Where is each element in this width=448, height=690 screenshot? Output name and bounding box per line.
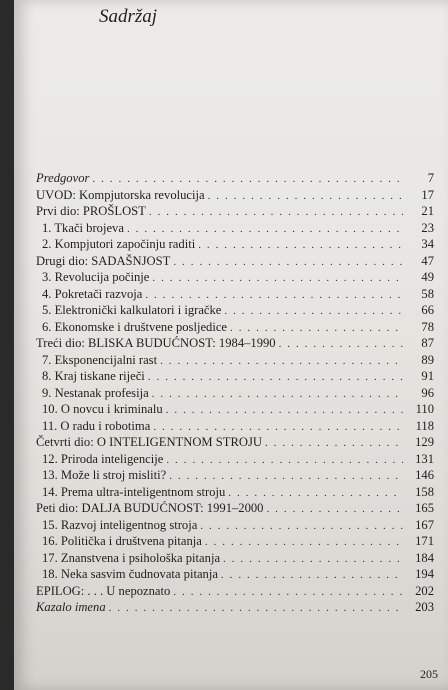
toc-entry-page: 165	[415, 501, 434, 515]
toc-entry-label: EPILOG: . . . U nepoznato	[36, 583, 171, 598]
toc-entry-label: 1. Tkači brojeva	[42, 220, 124, 235]
toc-entry	[36, 566, 434, 583]
toc-entry-page: 34	[421, 237, 434, 251]
toc-entry-page: 17	[421, 187, 434, 202]
toc-entry-page: 194	[415, 567, 434, 581]
page-number: 205	[420, 667, 438, 681]
toc-entry-label: Treći dio: BLISKA BUDUĆNOST: 1984–1990	[36, 336, 276, 350]
dot-leader	[230, 320, 403, 337]
toc-entry	[36, 187, 434, 204]
toc-entry-label: 14. Prema ultra-inteligentnom stroju	[42, 484, 226, 499]
toc-entry-label: Četvrti dio: O INTELIGENTNOM STROJU	[36, 435, 262, 449]
toc-entry-label: 11. O radu i robotima	[42, 418, 151, 433]
toc-entry-page: 110	[415, 402, 434, 416]
toc-entry-page: 96	[421, 385, 434, 400]
toc-entry	[36, 467, 434, 484]
toc-entry	[36, 269, 434, 286]
toc-entry-page: 21	[421, 204, 434, 218]
toc-entry-page: 58	[421, 286, 434, 301]
dot-leader	[279, 336, 403, 353]
toc-entry-label: 3. Revolucija počinje	[42, 270, 150, 284]
toc-entry	[36, 385, 434, 402]
dot-leader	[109, 600, 403, 617]
toc-entry-label: 4. Pokretači razvoja	[42, 286, 143, 301]
toc-entry-label: Predgovor	[36, 171, 90, 185]
toc-entry	[36, 203, 434, 220]
toc-entry-page: 118	[415, 418, 434, 433]
toc-entry	[36, 253, 434, 270]
toc-entry-page: 129	[415, 435, 434, 449]
toc-entry-label: 17. Znanstvena i psihološka pitanja	[42, 550, 221, 565]
dot-leader	[265, 435, 403, 452]
toc-entry	[36, 319, 434, 336]
toc-entry-page: 167	[415, 517, 434, 532]
toc-entry-label: 8. Kraj tiskane riječi	[42, 369, 145, 383]
dot-leader	[153, 419, 403, 436]
toc-entry	[36, 352, 434, 369]
toc-entry-label: Prvi dio: PROŠLOST	[36, 204, 146, 218]
toc-entry	[36, 220, 434, 237]
toc-entry	[36, 484, 434, 501]
toc-entry-page: 47	[421, 253, 434, 268]
toc-entry-page: 146	[415, 468, 434, 482]
toc-entry	[36, 236, 434, 253]
toc-entry	[36, 451, 434, 468]
toc-entry	[36, 286, 434, 303]
toc-entry-label: 16. Politička i društvena pitanja	[42, 534, 202, 548]
toc-entry-page: 171	[415, 534, 434, 548]
toc-entry	[36, 170, 434, 187]
dot-leader	[198, 237, 403, 254]
toc-entry	[36, 533, 434, 550]
dot-leader	[173, 254, 403, 271]
toc-entry	[36, 418, 434, 435]
toc-entry	[36, 434, 434, 451]
toc-entry-label: 6. Ekonomske i društvene posljedice	[42, 319, 228, 334]
dot-leader	[145, 287, 403, 304]
toc-entry-label: 15. Razvoj inteligentnog stroja	[42, 517, 198, 532]
toc-entry-label: 5. Elektronički kalkulatori i igračke	[42, 303, 222, 317]
dot-leader	[169, 468, 403, 485]
toc-entry-page: 184	[415, 550, 434, 565]
toc-entry-label: 9. Nestanak profesija	[42, 385, 149, 400]
dot-leader	[152, 386, 403, 403]
dot-leader	[166, 452, 403, 469]
toc-entry-page: 91	[421, 369, 434, 383]
toc-entry	[36, 368, 434, 385]
toc-entry	[36, 583, 434, 600]
dot-leader	[92, 171, 403, 188]
dot-leader	[266, 501, 403, 518]
toc-entry-page: 89	[421, 352, 434, 367]
dot-leader	[166, 402, 403, 419]
dot-leader	[228, 485, 403, 502]
dot-leader	[224, 303, 403, 320]
toc-entry-page: 66	[421, 303, 434, 317]
toc-entry-page: 131	[415, 451, 434, 466]
toc-entry-label: Kazalo imena	[36, 600, 106, 614]
toc-entry-page: 158	[415, 484, 434, 499]
toc-entry-page: 23	[421, 220, 434, 235]
dot-leader	[149, 204, 403, 221]
toc-entry	[36, 517, 434, 534]
toc-entry	[36, 550, 434, 567]
toc-entry-label: Drugi dio: SADAŠNJOST	[36, 253, 171, 268]
book-page	[14, 0, 448, 690]
dot-leader	[200, 518, 403, 535]
toc-entry-page: 87	[421, 336, 434, 350]
dot-leader	[221, 567, 403, 584]
dot-leader	[173, 584, 403, 601]
dot-leader	[208, 188, 403, 205]
dot-leader	[205, 534, 403, 551]
toc-entry-page: 7	[427, 171, 434, 185]
toc-entry-page: 202	[415, 583, 434, 598]
toc-entry-label: Peti dio: DALJA BUDUĆNOST: 1991–2000	[36, 501, 264, 515]
toc-entry-label: 12. Priroda inteligencije	[42, 451, 164, 466]
toc-entry-label: 13. Može li stroj misliti?	[42, 468, 167, 482]
dot-leader	[223, 551, 403, 568]
table-of-contents	[36, 170, 434, 616]
toc-entry	[36, 500, 434, 517]
toc-entry-label: UVOD: Kompjutorska revolucija	[36, 187, 205, 202]
toc-entry	[36, 335, 434, 352]
toc-entry-page: 78	[421, 319, 434, 334]
toc-entry-label: 18. Neka sasvim čudnovata pitanja	[42, 567, 218, 581]
dot-leader	[148, 369, 403, 386]
toc-entry-page: 203	[415, 600, 434, 614]
dot-leader	[160, 353, 403, 370]
toc-entry	[36, 302, 434, 319]
toc-entry-page: 49	[421, 270, 434, 284]
page-title: Sadržaj	[99, 6, 158, 27]
toc-entry-label: 10. O novcu i kriminalu	[42, 402, 163, 416]
dot-leader	[127, 221, 403, 238]
toc-entry-label: 2. Kompjutori započinju raditi	[42, 237, 196, 251]
toc-entry-label: 7. Eksponencijalni rast	[42, 352, 158, 367]
toc-entry	[36, 599, 434, 616]
toc-entry	[36, 401, 434, 418]
dot-leader	[152, 270, 403, 287]
